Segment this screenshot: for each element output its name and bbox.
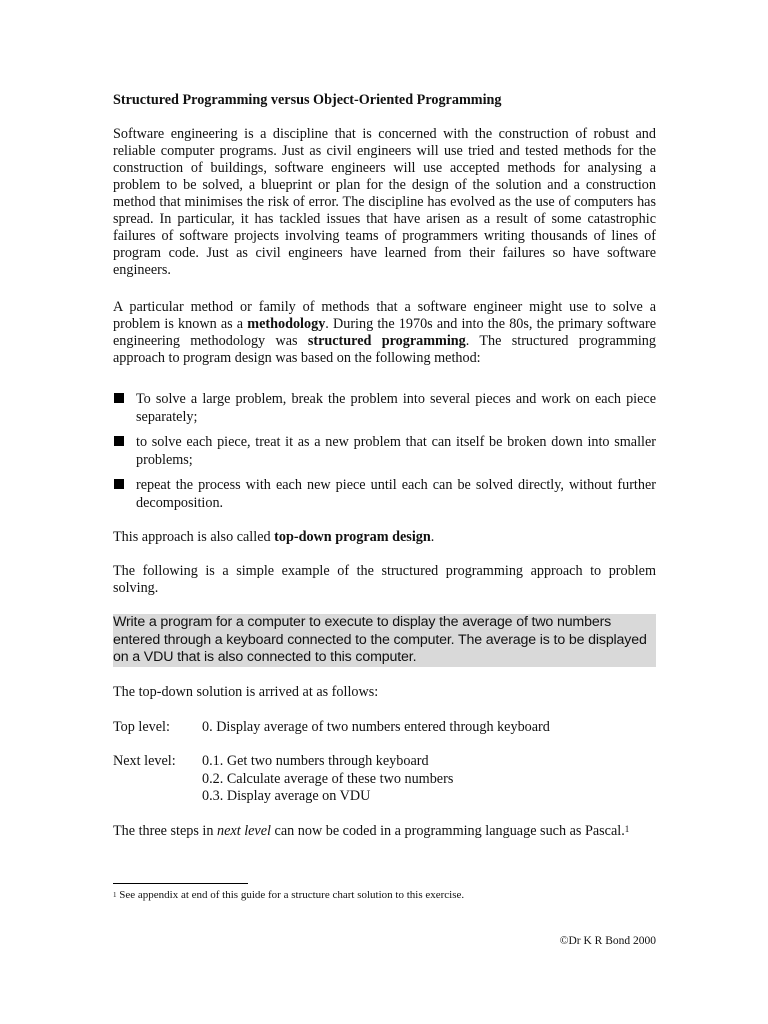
- paragraph-conclusion: [113, 823, 656, 840]
- paragraph-methodology: [113, 299, 656, 367]
- footnote: [113, 889, 656, 902]
- copyright-notice: ©Dr K R Bond 2000: [559, 935, 656, 947]
- list-item-text: to solve each piece, treat it as a new problem that can itself be broken down into smaller problems;: [136, 434, 656, 468]
- paragraph-text: . The structured programming approach to program design was based on the following method:: [113, 333, 656, 366]
- next-level-label: Next level:: [113, 753, 176, 769]
- square-bullet-icon: [114, 479, 124, 489]
- term-next-level: next level: [217, 823, 271, 839]
- level-item: 0.2. Calculate average of these two numbers: [202, 770, 454, 787]
- list-item: [113, 477, 656, 512]
- term-methodology: methodology: [247, 316, 326, 332]
- method-bullet-list: [113, 391, 656, 520]
- top-level-items: [202, 719, 550, 737]
- paragraph-top-down: [113, 529, 656, 546]
- footnote-reference[interactable]: 1: [624, 824, 630, 834]
- level-item: 0.1. Get two numbers through keyboard: [202, 753, 429, 769]
- list-item: [113, 434, 656, 469]
- paragraph-text: . During the 1970s and into the 80s, the primary software engineering methodology was: [113, 316, 657, 349]
- footnote-text: See appendix at end of this guide for a structure chart solution to this exercise.: [116, 889, 465, 901]
- list-item: [113, 391, 656, 426]
- paragraph-text: can now be coded in a programming language such as Pascal.: [270, 823, 625, 839]
- footnote-marker: 1: [113, 891, 117, 899]
- paragraph-solution-intro: The top-down solution is arrived at as follows:: [113, 684, 379, 700]
- paragraph-example-intro: The following is a simple example of the structured programming approach to problem solving.: [113, 563, 656, 596]
- footnote-divider: [113, 883, 248, 884]
- term-top-down-program-design: top-down program design: [274, 529, 431, 545]
- exercise-box: [113, 614, 656, 667]
- square-bullet-icon: [114, 393, 124, 403]
- term-structured-programming: structured programming: [307, 333, 466, 349]
- level-item: 0.3. Display average on VDU: [202, 788, 371, 804]
- list-item-text: repeat the process with each new piece until each can be solved directly, without further decomposition.: [136, 477, 656, 511]
- paragraph-intro: Software engineering is a discipline that is concerned with the construction of robust and reliable computer programs. Just as civil engineers will use tried and tested methods for the construction of buildings, software engineers will use accepted methods for analysing a problem to be solved, a blueprint or plan for the design of the solution and a construction method that minimises the risk of error. The discipline has evolved as the use of computers has spread. In particular, it has tackled issues that have arisen as a result of some catastrophic failures of software projects involving teams of programmers writing thousands of lines of program code. Just as civil engineers have learned from their failures so have software engineers.: [113, 126, 656, 278]
- paragraph-text: A particular method or family of methods that a software engineer might use to solve a problem is known as a: [113, 299, 656, 332]
- paragraph-text: The three steps in: [113, 823, 218, 839]
- top-level-label: Top level:: [113, 719, 170, 735]
- paragraph-text: .: [430, 529, 435, 545]
- level-item: 0. Display average of two numbers entered through keyboard: [202, 719, 550, 735]
- paragraph-text: This approach is also called: [113, 529, 275, 545]
- page-title: Structured Programming versus Object-Oriented Programming: [113, 92, 502, 108]
- square-bullet-icon: [114, 436, 124, 446]
- next-level-items: [202, 753, 453, 806]
- list-item-text: To solve a large problem, break the problem into several pieces and work on each piece separately;: [136, 391, 656, 425]
- exercise-text: Write a program for a computer to execute to display the average of two numbers entered through a keyboard connected to the computer. The average is to be displayed on a VDU that is also connected to this computer.: [113, 614, 647, 665]
